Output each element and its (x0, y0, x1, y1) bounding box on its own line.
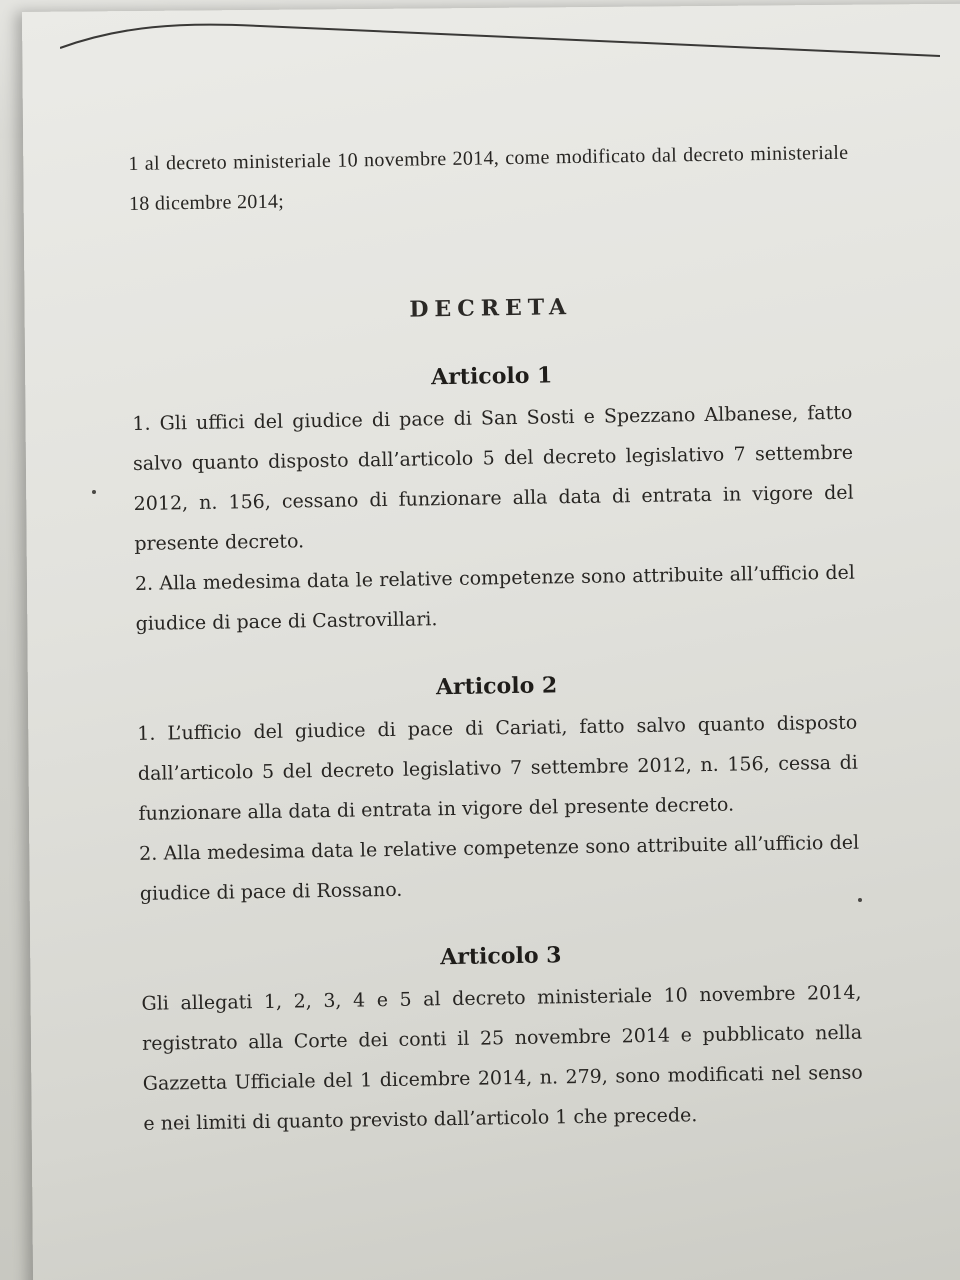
article-2 (136, 661, 860, 914)
article-title: Articolo 1 (430, 362, 553, 391)
intro-paragraph: 1 al decreto ministeriale 10 novembre 2014, come modificato dal decreto ministeriale 18 dicembre 2014; (128, 141, 849, 215)
article-paragraph: 1. Gli uffici del giudice di pace di San Sosti e Spezzano Albanese, fatto salvo quanto disposto dall’articolo 5 del decreto legislativo 7 settembre 2012, n. 156, cessano di funzionare alla data di entrata in vigore del presente decreto. (132, 401, 854, 555)
paper-speck (92, 490, 96, 494)
article-title: Articolo 3 (440, 942, 562, 971)
article-paragraph: Gli allegati 1, 2, 3, 4 e 5 al decreto ministeriale 10 novembre 2014, registrato alla Corte dei conti il 25 novembre 2014 e pubblicato nella Gazzetta Ufficiale del 1 dicembre 2014, n. 279, sono modificati nel senso e nei limiti di quanto previsto dall’articolo 1 che precede. (141, 981, 863, 1135)
article-paragraph: 2. Alla medesima data le relative competenze sono attribuite all’ufficio del giudice di pace di Castrovillari. (134, 561, 856, 635)
article-paragraph: 2. Alla medesima data le relative competenze sono attribuite all’ufficio del giudice di pace di Rossano. (139, 831, 860, 905)
article-3 (141, 931, 864, 1144)
article-1 (131, 351, 855, 644)
article-paragraph: 1. L’ufficio del giudice di pace di Cariati, fatto salvo quanto disposto dall’articolo 5 del decreto legislativo 7 settembre 2012, n. 156, cessa di funzionare alla data di entrata in vigore del presente decreto. (137, 711, 859, 825)
article-title: Articolo 2 (435, 672, 558, 701)
page-fold-edge (60, 20, 940, 60)
decreta-heading: DECRETA (409, 294, 573, 323)
document-body (128, 129, 864, 1172)
